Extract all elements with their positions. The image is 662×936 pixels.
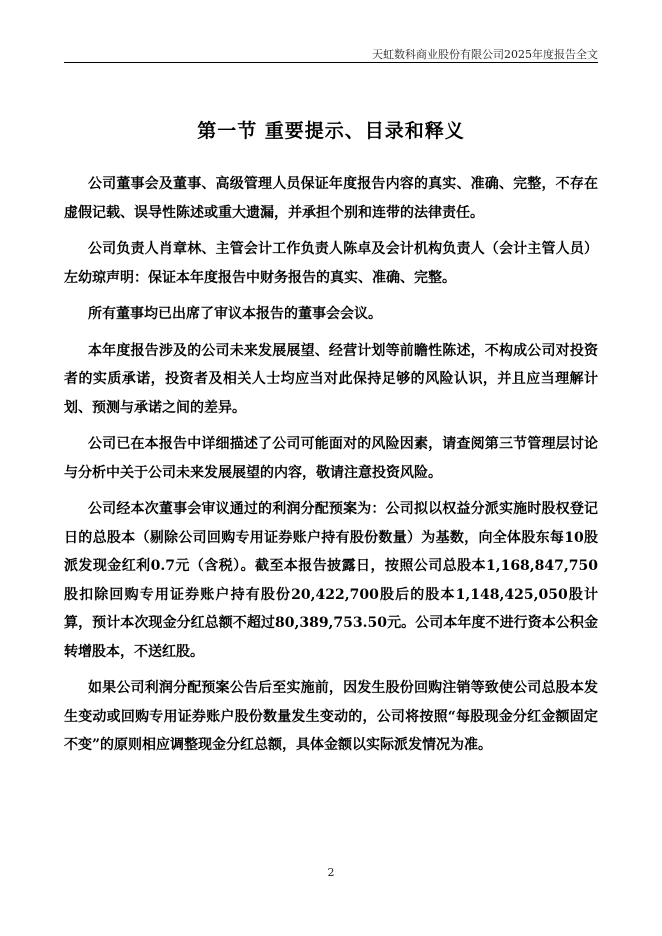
header-rule (64, 62, 598, 63)
paragraph-risk-factors: 公司已在本报告中详细描述了公司可能面对的风险因素，请查阅第三节管理层讨论与分析中关于公司未来发展展望的内容，敬请注意投资风险。 (64, 436, 598, 481)
paragraph-directors-attendance: 所有董事均已出席了审议本报告的董事会会议。 (88, 306, 382, 322)
running-header: 天虹数科商业股份有限公司2025年度报告全文 (372, 48, 598, 61)
notice-body (64, 170, 598, 768)
paragraph-responsible-persons: 公司负责人肖章林、主管会计工作负责人陈卓及会计机构负责人（会计主管人员）左幼琼声明：保证本年度报告中财务报告的真实、准确、完整。 (64, 241, 598, 286)
paragraph-profit-distribution: 公司经本次董事会审议通过的利润分配预案为：公司拟以权益分派实施时股权登记日的总股本（剔除公司回购专用证券账户持有股份数量）为基数，向全体股东每10股派发现金红利0.7元（含税）。截至本报告披露日，按照公司总股本1,168,847,750股扣除回购专用证券账户持有股份20,422,700股后的股本1,148,425,050股计算，预计本次现金分红总额不超过80,389,753.50元。公司本年度不进行资本公积金转增股本，不送红股。 (64, 501, 598, 660)
page-number: 2 (327, 866, 335, 879)
section-title: 第一节 重要提示、目录和释义 (197, 120, 465, 142)
paragraph-distribution-adjustment: 如果公司利润分配预案公告后至实施前，因发生股份回购注销等致使公司总股本发生变动或回购专用证券账户股份数量发生变动的，公司将按照“每股现金分红金额固定不变”的原则相应调整现金分红总额，具体金额以实际派发情况为准。 (64, 680, 598, 753)
paragraph-board-guarantee: 公司董事会及董事、高级管理人员保证年度报告内容的真实、准确、完整，不存在虚假记载、误导性陈述或重大遗漏，并承担个别和连带的法律责任。 (64, 176, 598, 221)
paragraph-forward-looking: 本年度报告涉及的公司未来发展展望、经营计划等前瞻性陈述，不构成公司对投资者的实质承诺，投资者及相关人士均应当对此保持足够的风险认识，并且应当理解计划、预测与承诺之间的差异。 (64, 342, 598, 416)
